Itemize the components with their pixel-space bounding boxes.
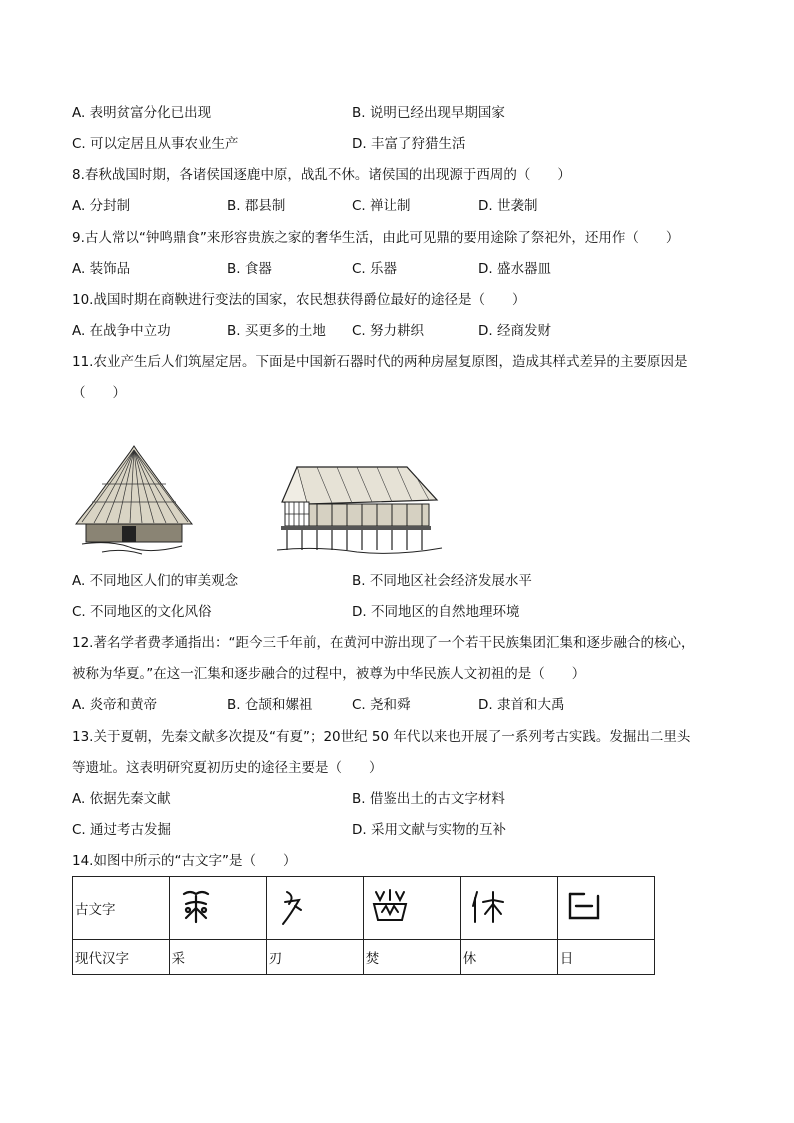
thatched-round-hut-image [72,444,197,559]
q13-option-c[interactable]: C. 通过考古发掘 [72,822,172,838]
ancient-script-table [72,876,655,975]
q13-option-b[interactable]: B. 借鉴出土的古文字材料 [352,791,505,807]
q10-option-a[interactable]: A. 在战争中立功 [72,323,171,339]
q11-option-c[interactable]: C. 不同地区的文化风俗 [72,604,212,620]
q13-stem-line1: 13.关于夏朝，先秦文献多次提及“有夏”；20世纪 50 年代以来也开展了一系列考古实践。发掘出二里头 [72,729,691,745]
q7-option-c[interactable]: C. 可以定居且从事农业生产 [72,136,239,152]
q10-option-b[interactable]: B. 买更多的土地 [227,323,326,339]
q7-option-d[interactable]: D. 丰富了狩猎生活 [352,136,466,152]
q8-stem: 8.春秋战国时期，各诸侯国逐鹿中原，战乱不休。诸侯国的出现源于西周的（ ） [72,167,571,183]
q10-option-c[interactable]: C. 努力耕织 [352,323,425,339]
q10-option-d[interactable]: D. 经商发财 [478,323,551,339]
q7-option-a[interactable]: A. 表明贫富分化已出现 [72,105,212,121]
q8-option-d[interactable]: D. 世袭制 [478,198,538,214]
q12-option-a[interactable]: A. 炎帝和黄帝 [72,697,158,713]
q14-stem: 14.如图中所示的“古文字”是（ ） [72,853,297,869]
q11-option-a[interactable]: A. 不同地区人们的审美观念 [72,573,239,589]
q9-stem: 9.古人常以“钟鸣鼎食”来形容贵族之家的奢华生活，由此可见鼎的要用途除了祭祀外，还用作（ ） [72,230,680,246]
oracle-glyph-ren [266,877,363,940]
q13-option-d[interactable]: D. 采用文献与实物的互补 [352,822,506,838]
house-illustrations [72,444,472,559]
q13-stem-line2: 等遗址。这表明研究夏初历史的途径主要是（ ） [72,760,383,776]
q8-option-a[interactable]: A. 分封制 [72,198,131,214]
q7-option-b[interactable]: B. 说明已经出现早期国家 [352,105,505,121]
oracle-glyph-ri [557,877,654,940]
q11-stem-line1: 11.农业产生后人们筑屋定居。下面是中国新石器时代的两种房屋复原图，造成其样式差异的主要原因是 [72,354,688,370]
q8-option-b[interactable]: B. 郡县制 [227,198,286,214]
q11-option-d[interactable]: D. 不同地区的自然地理环境 [352,604,520,620]
q8-option-c[interactable]: C. 禅让制 [352,198,411,214]
modern-char-cai: 采 [169,940,266,975]
modern-char-xiu: 休 [460,940,557,975]
ancient-script-header: 古文字 [73,877,170,940]
q10-stem: 10.战国时期在商鞅进行变法的国家，农民想获得爵位最好的途径是（ ） [72,292,526,308]
q12-stem-line1: 12.著名学者费孝通指出：“距今三千年前，在黄河中游出现了一个若干民族集团汇集和逐步融合的核心， [72,635,695,651]
modern-char-ri: 日 [557,940,654,975]
modern-character-header: 现代汉字 [73,940,170,975]
oracle-glyph-fen [363,877,460,940]
q11-option-b[interactable]: B. 不同地区社会经济发展水平 [352,573,532,589]
q9-option-d[interactable]: D. 盛水器皿 [478,261,551,277]
modern-char-ren: 刃 [266,940,363,975]
q12-stem-line2: 被称为华夏。”在这一汇集和逐步融合的过程中，被尊为中华民族人文初祖的是（ ） [72,666,586,682]
modern-char-fen: 焚 [363,940,460,975]
q12-option-b[interactable]: B. 仓颉和嫘祖 [227,697,313,713]
q9-option-b[interactable]: B. 食器 [227,261,272,277]
q12-option-c[interactable]: C. 尧和舜 [352,697,411,713]
q12-option-d[interactable]: D. 隶首和大禹 [478,697,565,713]
q9-option-a[interactable]: A. 装饰品 [72,261,131,277]
stilt-house-image [277,462,447,557]
oracle-glyph-xiu [460,877,557,940]
q11-stem-line2: （ ） [72,385,126,401]
ancient-script-row [73,877,655,940]
q9-option-c[interactable]: C. 乐器 [352,261,398,277]
oracle-glyph-cai [169,877,266,940]
q13-option-a[interactable]: A. 依据先秦文献 [72,791,171,807]
modern-character-row [73,940,655,975]
